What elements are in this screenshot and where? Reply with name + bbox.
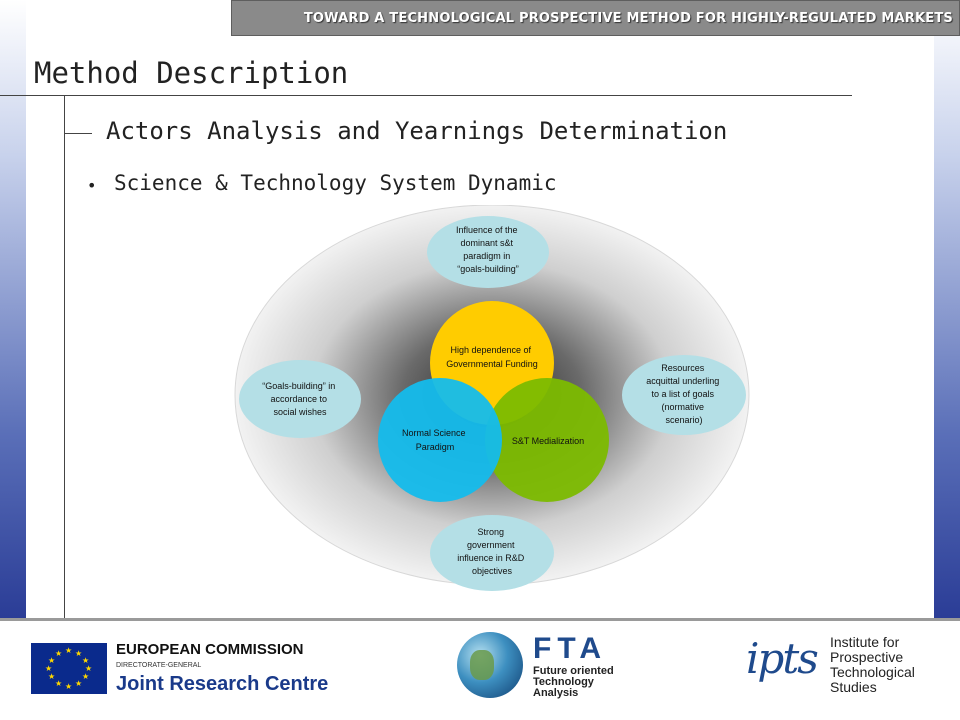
fta-line: Future oriented [533,665,614,677]
eu-flag-logo: ★ ★ ★ ★ ★ ★ ★ ★ ★ ★ ★ ★ [31,643,107,694]
footer-divider [0,618,960,621]
page-title: Method Description [34,56,349,90]
satellite-left-text: “Goals-building” in accordance to social wishes [262,381,336,417]
vertical-divider [64,96,65,618]
ipts-line: Institute for [830,634,900,650]
fta-description [533,666,643,699]
bullet-dot: • [87,176,97,195]
circle-right-text: S&T Medialization [511,436,585,446]
ipts-line: Studies [830,679,877,695]
satellite-top-text: Influence of the dominant s&t paradigm in “goals-building” [455,225,519,274]
heading-dash [64,133,92,134]
section-heading: Actors Analysis and Yearnings Determination [106,117,728,145]
globe-land-shape [470,650,494,680]
ipts-name [830,635,940,695]
ec-jrc-name: Joint Research Centre [116,673,329,695]
fta-line: Analysis [533,687,579,699]
ipts-logo-mark: ipts [746,634,817,683]
satellite-bottom-text: Strong government influence in R&D objectives [457,527,525,576]
header-banner-text: TOWARD A TECHNOLOGICAL PROSPECTIVE METHOD FOR HIGHLY-REGULATED MARKETS [303,11,953,26]
ec-subtitle: DIRECTORATE-GENERAL [116,662,202,669]
fta-letters: FTA [533,632,608,665]
circle-normal-science [378,378,502,502]
system-dynamic-diagram [230,205,760,595]
ipts-line: Technological [830,664,915,680]
bullet-text: Science & Technology System Dynamic [114,171,557,195]
circle-top-text: High dependence of Governmental Funding [446,345,538,369]
title-divider [0,95,852,96]
header-banner [231,0,960,36]
ipts-line: Prospective [830,649,904,665]
right-side-bar [934,0,960,620]
left-side-bar [0,0,26,620]
fta-line: Technology [533,676,594,688]
circle-left-text: Normal Science Paradigm [401,428,466,452]
ec-title: EUROPEAN COMMISSION [116,641,304,658]
satellite-right-text: Resources acquittal underling to a list of goals (normative scenario) [646,363,720,425]
